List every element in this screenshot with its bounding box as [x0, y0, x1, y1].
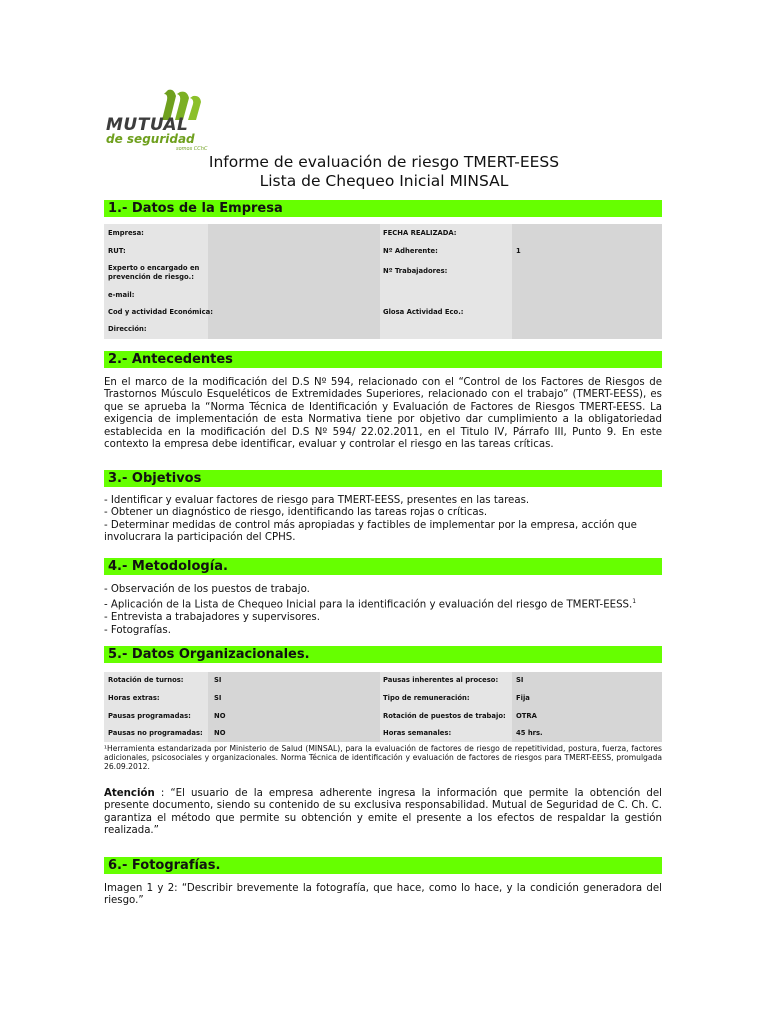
mutual-logo — [104, 88, 224, 152]
antecedentes-text: En el marco de la modificación del D.S Nº 594, relacionado con el “Control de los Factores de Riesgos de Trastornos Músculo Esqueléticos de Extremidades Superiores, relacionado con el trabajo” (TMERT-EESS), es que se aprueba la “Norma Técnica de Identificación y Evaluación de Factores de Riesgos TMERT-EESS. La exigencia de implementación de esta Normativa tiene por objetivo dar cumplimiento a la obligatoriedad establecida en la modificación del D.S Nº 594/ 22.02.2011, en el Titulo IV, Párrafo III, Punto 9. En este contexto la empresa debe identificar, evaluar y controlar el riesgo en las tareas críticas. — [104, 377, 662, 451]
direccion-label: Dirección: — [108, 325, 147, 333]
cod-actividad-label: Cod y actividad Económica: — [108, 308, 213, 316]
org-label: Pausas inherentes al proceso: — [383, 676, 499, 684]
metodologia-item: - Observación de los puestos de trabajo. — [104, 584, 310, 595]
section-heading-empresa: 1.- Datos de la Empresa — [104, 200, 662, 217]
org-label: Tipo de remuneración: — [383, 694, 470, 702]
section-heading-organizacionales: 5.- Datos Organizacionales. — [104, 646, 662, 663]
atencion-paragraph: Atención : “El usuario de la empresa adherente ingresa la información que permite la obtención del presente documento, siendo su contenido de su exclusiva responsabilidad. Mutual de Seguridad de C. Ch. C. garantiza el método que permite su obtención y emite el presente a los efectos de respaldar la gestión realizada.” — [104, 788, 662, 837]
experto-label: Experto o encargado en prevención de riesgo.: — [108, 264, 200, 281]
email-label: e-mail: — [108, 291, 135, 299]
trabajadores-label: Nº Trabajadores: — [383, 267, 448, 275]
fotografias-text: Imagen 1 y 2: “Describir brevemente la fotografía, que hace, como lo hace, y la condición generadora del riesgo.” — [104, 883, 662, 907]
org-label: Horas semanales: — [383, 729, 452, 737]
empresa-table — [104, 224, 662, 339]
fecha-label: FECHA REALIZADA: — [383, 229, 457, 237]
adherente-label: Nº Adherente: — [383, 247, 438, 255]
section-heading-antecedentes: 2.- Antecedentes — [104, 351, 662, 368]
org-label: Rotación de turnos: — [108, 676, 184, 684]
metodologia-list — [104, 584, 662, 637]
org-label: Rotación de puestos de trabajo: — [383, 712, 506, 720]
metodologia-item: - Fotografías. — [104, 624, 171, 636]
org-value: SI — [214, 694, 222, 702]
footnote: ¹Herramienta estandarizada por Ministerio de Salud (MINSAL), para la evaluación de factores de riesgo de repetitividad, postura, fuerza, factores adicionales, psicosociales y organizacionales. Norma Técnica de identificación y evaluación de factores de riesgos para TMERT-EESS, promulgada 26.09.2012. — [104, 744, 662, 771]
objetivos-list — [104, 495, 662, 545]
empresa-label: Empresa: — [108, 229, 144, 237]
org-label: Pausas programadas: — [108, 712, 191, 720]
org-value: SI — [214, 676, 222, 684]
logo-tagline: somos CChC — [176, 146, 208, 152]
org-value: SI — [516, 676, 524, 684]
rut-label: RUT: — [108, 247, 126, 255]
footnote-marker: 1 — [632, 598, 637, 606]
metodologia-item: - Entrevista a trabajadores y supervisores. — [104, 612, 320, 624]
org-value: NO — [214, 712, 226, 720]
org-value: 45 hrs. — [516, 729, 543, 737]
org-label: Horas extras: — [108, 694, 160, 702]
objetivo-item: - Obtener un diagnóstico de riesgo, identificando las tareas rojas o críticas. — [104, 507, 488, 519]
org-value: NO — [214, 729, 226, 737]
glosa-label: Glosa Actividad Eco.: — [383, 308, 464, 316]
logo-line2: de seguridad — [106, 132, 195, 146]
section-heading-fotografias: 6.- Fotografías. — [104, 857, 662, 874]
logo-line1: MUTUAL — [106, 115, 189, 135]
section-heading-objetivos: 3.- Objetivos — [104, 470, 662, 487]
org-label: Pausas no programadas: — [108, 729, 203, 737]
org-value: OTRA — [516, 712, 537, 720]
atencion-label: Atención — [104, 788, 155, 799]
objetivo-item: - Identificar y evaluar factores de riesgo para TMERT-EESS, presentes en las tareas. — [104, 495, 530, 506]
document-subtitle: Lista de Chequeo Inicial MINSAL — [259, 172, 509, 190]
adherente-value: 1 — [516, 247, 521, 255]
organizacionales-table — [104, 672, 662, 742]
metodologia-item: - Aplicación de la Lista de Chequeo Inicial para la identificación y evaluación del riesgo de TMERT-EESS.$^1$ — [104, 598, 637, 611]
org-value: Fija — [516, 694, 530, 702]
section-heading-metodologia: 4.- Metodología. — [104, 558, 662, 575]
document-title: Informe de evaluación de riesgo TMERT-EESS — [208, 153, 560, 171]
objetivo-item: - Determinar medidas de control más apropiadas y factibles de implementar por la empresa, acción que involucrara la participación del CPHS. — [104, 519, 637, 544]
